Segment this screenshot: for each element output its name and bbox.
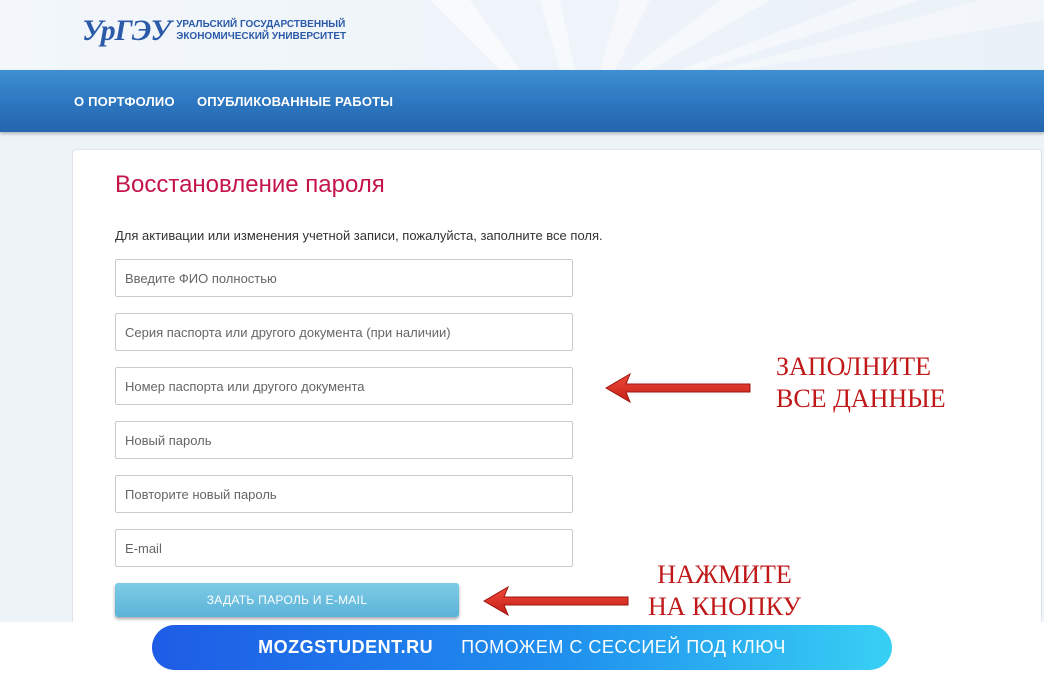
logo-line-1: УРАЛЬСКИЙ ГОСУДАРСТВЕННЫЙ xyxy=(176,19,346,30)
annotation-press-line-2: НА КНОПКУ xyxy=(648,592,801,621)
logo-text xyxy=(176,19,346,43)
set-password-email-button[interactable]: ЗАДАТЬ ПАРОЛЬ И E-MAIL xyxy=(115,583,459,617)
arrow-left-icon xyxy=(482,583,632,619)
new-password-input[interactable] xyxy=(115,421,573,459)
annotation-press-line-1: НАЖМИТЕ xyxy=(657,560,792,589)
nav-item-portfolio[interactable]: О ПОРТФОЛИО xyxy=(74,94,175,109)
promo-banner[interactable] xyxy=(152,625,892,670)
site-header xyxy=(0,0,1044,70)
form-instruction: Для активации или изменения учетной записи, пожалуйста, заполните все поля. xyxy=(115,228,603,243)
annotation-fill-line-2: ВСЕ ДАННЫЕ xyxy=(776,384,946,413)
promo-site: MOZGSTUDENT.RU xyxy=(258,637,434,657)
passport-number-input[interactable] xyxy=(115,367,573,405)
annotation-fill-line-1: ЗАПОЛНИТЕ xyxy=(776,352,932,381)
university-logo[interactable] xyxy=(82,14,346,48)
full-name-input[interactable] xyxy=(115,259,573,297)
passport-series-input[interactable] xyxy=(115,313,573,351)
annotation-fill-all-data xyxy=(776,351,946,415)
logo-line-2: ЭКОНОМИЧЕСКИЙ УНИВЕРСИТЕТ xyxy=(176,31,347,42)
logo-mark: УрГЭУ xyxy=(82,14,171,47)
promo-slogan: ПОМОЖЕМ С СЕССИЕЙ ПОД КЛЮЧ xyxy=(461,637,786,657)
arrow-left-icon xyxy=(604,370,754,406)
email-input[interactable] xyxy=(115,529,573,567)
page-title: Восстановление пароля xyxy=(115,171,385,198)
annotation-press-button xyxy=(648,559,801,623)
nav-item-published-works[interactable]: ОПУБЛИКОВАННЫЕ РАБОТЫ xyxy=(197,94,394,109)
repeat-password-input[interactable] xyxy=(115,475,573,513)
main-nav xyxy=(0,70,1044,132)
